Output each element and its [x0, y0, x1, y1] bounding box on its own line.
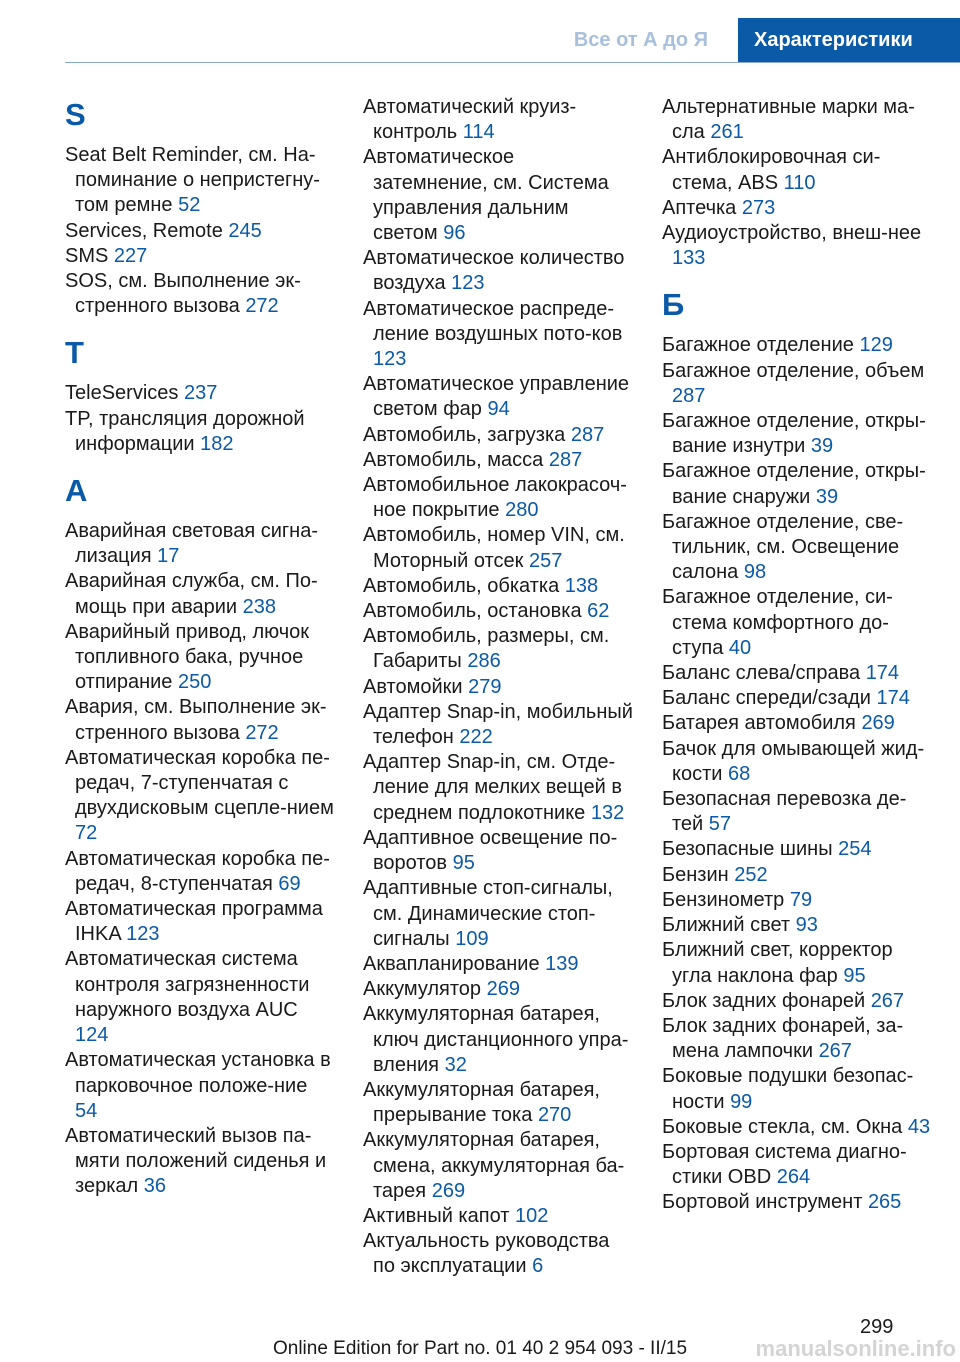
index-entry-text: Батарея автомобиля: [662, 712, 856, 735]
index-page-link[interactable]: 287: [672, 384, 706, 407]
index-entry: [662, 585, 937, 661]
index-entry-text: Автомойки: [363, 675, 463, 698]
index-page-link[interactable]: 269: [486, 978, 520, 1001]
index-page-link[interactable]: 254: [838, 838, 872, 861]
index-entry: [363, 750, 633, 826]
index-page-link[interactable]: 237: [183, 382, 218, 405]
index-page-link[interactable]: 227: [113, 244, 148, 267]
index-entry: [65, 519, 335, 569]
index-entry: [662, 661, 937, 686]
index-page-link[interactable]: 40: [728, 636, 752, 659]
index-entry-text: Адаптивные стоп-сигналы, см. Динамические стоп-сигналы: [363, 877, 613, 950]
index-entry-text: Бортовая система диагно-стики OBD: [662, 1140, 907, 1189]
index-entry: [363, 1128, 633, 1204]
index-entry-text: Активный капот: [363, 1204, 510, 1227]
index-entry: [662, 686, 937, 711]
index-page-link[interactable]: 68: [728, 762, 751, 785]
index-entry: [363, 700, 633, 750]
index-entry: [65, 1048, 335, 1124]
watermark-text: manualsonline.info: [755, 1336, 956, 1361]
index-entry: [65, 143, 335, 219]
index-page-link[interactable]: 43: [907, 1115, 931, 1138]
index-page-link[interactable]: 287: [570, 423, 605, 446]
index-page-link[interactable]: 72: [75, 822, 98, 845]
index-page-link[interactable]: 133: [672, 247, 706, 270]
index-page-link[interactable]: 138: [564, 574, 599, 597]
index-page-link[interactable]: 39: [810, 435, 834, 458]
index-page-link[interactable]: 102: [514, 1204, 549, 1227]
index-entry-text: Аквапланирование: [363, 952, 540, 975]
index-page-link[interactable]: 174: [865, 662, 900, 685]
index-page-link[interactable]: 36: [143, 1175, 166, 1198]
index-page-link[interactable]: 123: [451, 272, 485, 295]
index-column-1: [65, 95, 335, 1200]
index-entry: [65, 219, 335, 244]
index-entry: [662, 1014, 937, 1064]
index-page-link[interactable]: 52: [178, 194, 201, 217]
index-entry: [662, 837, 937, 862]
index-entry: [363, 952, 633, 977]
index-entry-text: Адаптивное освещение по-воротов: [363, 826, 618, 875]
index-page-link[interactable]: 110: [783, 171, 816, 194]
index-entry: [363, 145, 633, 246]
index-page-link[interactable]: 114: [462, 121, 495, 144]
index-page-link[interactable]: 267: [818, 1040, 852, 1063]
index-page-link[interactable]: 286: [467, 650, 501, 673]
index-page-link[interactable]: 287: [548, 448, 583, 471]
index-entry: [662, 196, 937, 221]
index-page-link[interactable]: 238: [242, 595, 277, 618]
index-page-link[interactable]: 95: [452, 852, 475, 875]
index-entry-text: Автоматическое количество воздуха: [363, 247, 625, 295]
index-entry-text: Бортовой инструмент: [662, 1191, 863, 1214]
index-letter-heading: А: [65, 473, 88, 509]
page-header: [65, 0, 960, 63]
index-page-link[interactable]: 98: [743, 561, 767, 584]
index-entry: [65, 1124, 335, 1200]
index-entry-text: Автоматическая коробка пе-редач, 7-ступенчатая с двухдисковым сцепле-нием: [65, 746, 334, 820]
index-entry-text: Авария, см. Выполнение эк-стренного вызова: [65, 696, 327, 744]
index-entry-text: Бензинометр: [662, 888, 785, 911]
index-entry-text: Багажное отделение, све-тильник, см. Освещение салона: [662, 510, 904, 584]
index-page-link[interactable]: 272: [245, 721, 279, 744]
index-entry: [65, 269, 335, 319]
index-page-link[interactable]: 96: [443, 222, 466, 245]
index-entry: [363, 1204, 633, 1229]
index-entry-text: SMS: [65, 244, 109, 267]
index-entry: [363, 448, 633, 473]
index-entry: [65, 244, 335, 269]
index-entry-text: Блок задних фонарей: [662, 989, 866, 1012]
index-entry-text: Блок задних фонарей, за-мена лампочки: [662, 1014, 904, 1063]
index-entry: [65, 847, 335, 897]
header-section-title: Все от А до Я: [573, 28, 708, 51]
index-entry: [65, 407, 335, 457]
index-entry: [65, 947, 335, 1048]
index-entry-text: Автоматическая система контроля загрязненности наружного воздуха AUC: [65, 948, 310, 1021]
index-entry: [662, 989, 937, 1014]
index-page-link[interactable]: 54: [75, 1099, 98, 1122]
index-page-link[interactable]: 182: [200, 432, 234, 455]
index-entry: [65, 695, 335, 745]
index-entry: [363, 675, 633, 700]
index-entry-text: Аккумулятор: [363, 978, 482, 1001]
index-entry: [363, 473, 633, 523]
index-page-link[interactable]: 17: [157, 545, 180, 568]
index-entry-text: Баланс слева/справа: [662, 662, 861, 685]
index-entry: [662, 737, 937, 787]
index-page-link[interactable]: 280: [505, 499, 539, 522]
index-entry-text: Аккумуляторная батарея, смена, аккумуляторная ба-тарея: [363, 1129, 625, 1202]
index-page-link[interactable]: 6: [532, 1255, 544, 1278]
index-entry: [662, 938, 937, 988]
index-entry-text: Автоматическое затемнение, см. Система управления дальним светом: [363, 146, 609, 245]
index-entry: [363, 1078, 633, 1128]
index-entry-text: Боковые подушки безопас-ности: [662, 1065, 914, 1113]
index-entry-text: Багажное отделение, откры-вание изнутри: [662, 410, 926, 458]
footer-edition: Online Edition for Part no. 01 40 2 954 093 - II/15: [272, 1338, 688, 1359]
index-entry-text: Аккумуляторная батарея, прерывание тока: [363, 1078, 600, 1127]
index-entry: [363, 1002, 633, 1078]
index-column-3: [662, 95, 937, 1216]
index-entry-text: Багажное отделение, откры-вание снаружи: [662, 460, 926, 508]
index-entry: [65, 569, 335, 619]
index-page-link[interactable]: 264: [776, 1166, 811, 1189]
index-entry: [662, 95, 937, 145]
index-page-link[interactable]: 62: [587, 600, 610, 623]
index-entry: [363, 95, 633, 145]
index-page-link[interactable]: 269: [861, 712, 895, 735]
index-entry-text: Альтернативные марки ма-сла: [662, 96, 915, 144]
index-entry: [662, 1140, 937, 1190]
index-page-link[interactable]: 99: [730, 1090, 753, 1113]
index-page-link[interactable]: 261: [710, 121, 744, 144]
index-entry: [363, 826, 633, 876]
index-entry-text: Автомобиль, номер VIN, см. Моторный отсек: [363, 524, 625, 572]
index-entry-text: Багажное отделение, объем: [662, 359, 925, 382]
index-page-link[interactable]: 139: [545, 952, 579, 975]
index-page-link[interactable]: 270: [537, 1104, 572, 1127]
index-page-link[interactable]: 250: [178, 671, 212, 694]
index-entry-text: Автомобиль, загрузка: [363, 423, 566, 446]
index-entry-text: Автоматическое управление светом фар: [363, 373, 630, 421]
index-entry-text: Автомобильное лакокрасоч-ное покрытие: [363, 474, 627, 522]
index-letter-heading: Б: [662, 287, 685, 323]
index-page-link[interactable]: 93: [795, 914, 818, 937]
index-entry: [363, 523, 633, 573]
index-entry-text: Аварийная служба, см. По-мощь при аварии: [65, 570, 318, 618]
index-entry-text: Боковые стекла, см. Окна: [662, 1115, 903, 1138]
index-entry: [363, 246, 633, 296]
index-entry: [662, 409, 937, 459]
index-entry: [662, 145, 937, 195]
index-entry-text: Автоматическая программа IHKA: [65, 898, 323, 946]
index-entry-text: Аварийный привод, лючок топливного бака, ручное отпирание: [65, 620, 309, 694]
index-letter-heading: S: [65, 97, 86, 132]
index-entry-text: Адаптер Snap-in, см. Отде-ление для мелких вещей в среднем подлокотнике: [363, 751, 623, 824]
index-entry: [662, 1064, 937, 1114]
index-entry-text: TeleServices: [65, 382, 179, 405]
index-page-link[interactable]: 222: [459, 726, 493, 749]
index-entry: [662, 913, 937, 938]
index-entry-text: Багажное отделение: [662, 334, 854, 357]
index-entry-text: Автоматическая коробка пе-редач, 8-ступенчатая: [65, 847, 330, 895]
index-entry: [662, 359, 937, 409]
index-entry: [662, 459, 937, 509]
index-entry: [662, 711, 937, 736]
index-entry-text: Автоматическое распреде-ление воздушных пото-ков: [363, 297, 623, 345]
index-entry: [363, 599, 633, 624]
index-page-link[interactable]: 129: [859, 334, 893, 357]
page-number: 299: [860, 1316, 894, 1338]
header-chapter-tab: Характеристики: [738, 18, 960, 62]
index-page-link[interactable]: 79: [789, 888, 813, 911]
index-page-link[interactable]: 94: [487, 398, 510, 421]
index-page-link[interactable]: 265: [867, 1191, 902, 1214]
index-page-link[interactable]: 109: [455, 927, 489, 950]
index-column-2: [363, 95, 633, 1280]
index-page-link[interactable]: 57: [708, 813, 732, 836]
index-page-link[interactable]: 39: [815, 485, 839, 508]
index-page-link[interactable]: 279: [468, 675, 502, 698]
index-entry: [363, 1229, 633, 1279]
index-entry-text: Адаптер Snap-in, мобильный телефон: [363, 700, 633, 749]
index-entry-text: Бачок для омывающей жид-кости: [662, 737, 925, 785]
index-entry: [65, 381, 335, 406]
index-entry-text: Безопасные шины: [662, 838, 833, 861]
index-entry-text: Services, Remote: [65, 219, 223, 242]
index-entry-text: Автомобиль, масса: [363, 448, 544, 471]
index-page-link[interactable]: 252: [734, 863, 768, 886]
index-entry-text: Аккумуляторная батарея, ключ дистанционного упра-вления: [363, 1003, 629, 1076]
index-page-link[interactable]: 32: [444, 1053, 467, 1076]
index-entry: [363, 297, 633, 373]
index-entry-text: TP, трансляция дорожной информации: [65, 407, 305, 455]
index-entry-text: Автоматический круиз-контроль: [363, 96, 577, 144]
index-entry-text: Антиблокировочная си-стема, ABS: [662, 146, 881, 194]
index-entry: [662, 888, 937, 913]
index-page-link[interactable]: 269: [431, 1179, 466, 1202]
index-entry-text: Аудиоустройство, внеш-нее: [662, 222, 922, 245]
index-page-link[interactable]: 123: [373, 348, 407, 371]
index-entry-text: Актуальность руководства по эксплуатации: [363, 1230, 610, 1278]
index-entry: [363, 977, 633, 1002]
index-entry: [363, 574, 633, 599]
index-page-link[interactable]: 267: [870, 989, 905, 1012]
index-entry-text: Аптечка: [662, 196, 737, 219]
index-entry-text: Автомобиль, обкатка: [363, 574, 560, 597]
index-entry: [662, 1115, 937, 1140]
index-entry-text: Автомобиль, размеры, см. Габариты: [363, 625, 610, 673]
index-page-link[interactable]: 273: [741, 196, 776, 219]
index-entry: [65, 897, 335, 947]
index-entry-text: Аварийная световая сигна-лизация: [65, 520, 319, 568]
index-entry: [662, 333, 937, 358]
index-page-link[interactable]: 174: [876, 687, 910, 710]
index-entry-text: Seat Belt Reminder, см. На-поминание о непристегну-том ремне: [65, 144, 320, 217]
index-entry-text: Баланс спереди/сзади: [662, 687, 871, 710]
index-page-link[interactable]: 95: [843, 964, 866, 987]
index-entry-text: Автоматическая установка в парковочное положе-ние: [65, 1049, 331, 1097]
index-entry-text: SOS, см. Выполнение эк-стренного вызова: [65, 270, 301, 318]
index-entry: [363, 624, 633, 674]
index-page-link[interactable]: 272: [245, 295, 279, 318]
index-page-link[interactable]: 124: [75, 1024, 109, 1047]
index-entry: [662, 863, 937, 888]
index-page-link[interactable]: 257: [528, 549, 563, 572]
index-entry: [363, 372, 633, 422]
index-entry: [363, 876, 633, 952]
index-page-link[interactable]: 245: [228, 219, 262, 242]
index-entry-text: Бензин: [662, 863, 729, 886]
index-entry-text: Ближний свет: [662, 914, 791, 937]
index-entry: [662, 1190, 937, 1215]
index-entry: [662, 510, 937, 586]
index-entry: [363, 423, 633, 448]
index-entry-text: Ближний свет, корректор угла наклона фар: [662, 939, 893, 987]
index-entry: [65, 746, 335, 847]
index-entry: [65, 620, 335, 696]
index-entry-text: Безопасная перевозка де-тей: [662, 788, 907, 836]
index-entry: [662, 787, 937, 837]
index-letter-heading: T: [65, 335, 84, 371]
index-page-link[interactable]: 132: [590, 801, 625, 824]
index-entry: [662, 221, 937, 271]
index-entry-text: Автоматический вызов па-мяти положений сиденья и зеркал: [65, 1124, 327, 1198]
index-page-link[interactable]: 69: [278, 872, 301, 895]
index-entry-text: Автомобиль, остановка: [363, 600, 582, 623]
index-page-link[interactable]: 123: [126, 923, 160, 946]
index-entry-text: Багажное отделение, си-стема комфортного до-ступа: [662, 586, 893, 659]
